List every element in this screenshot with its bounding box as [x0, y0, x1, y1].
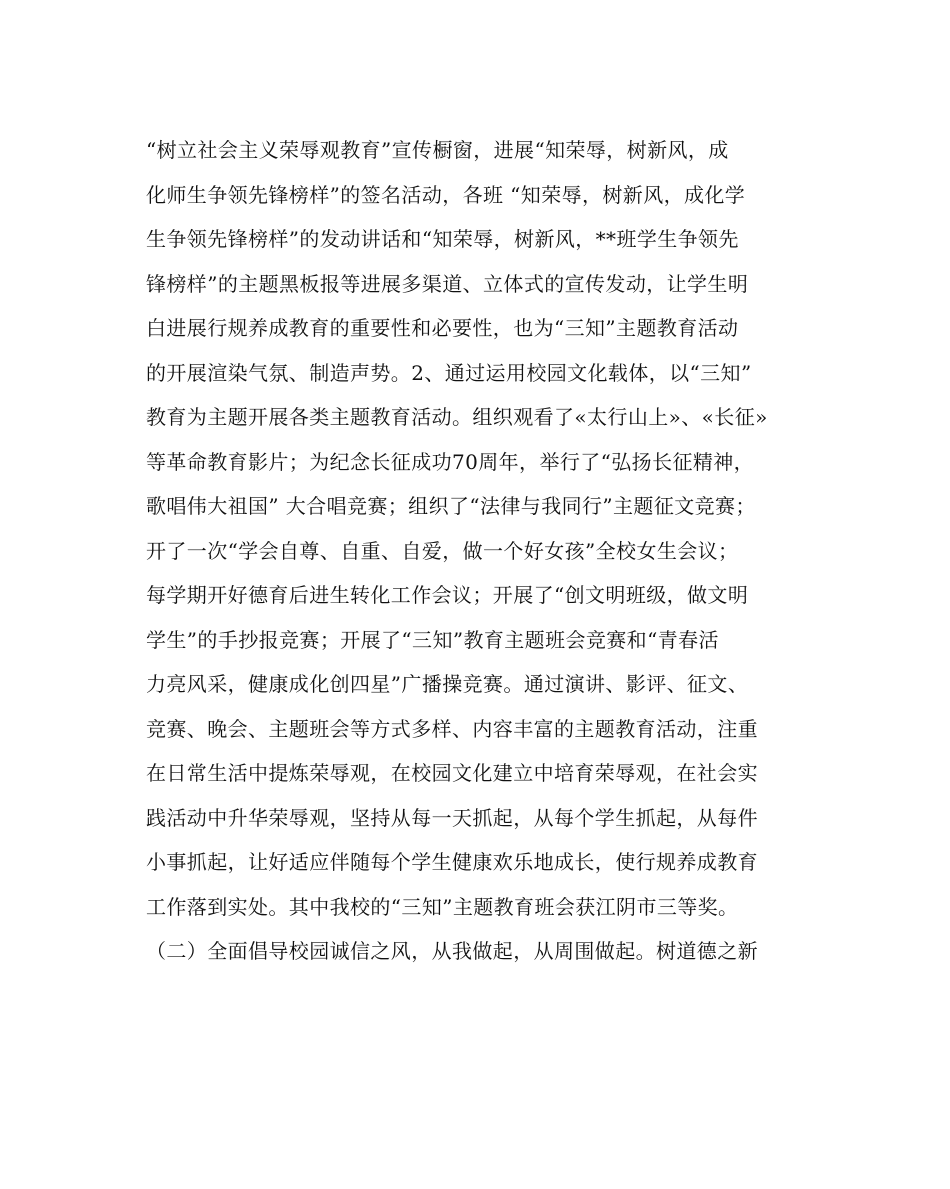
text-line: 开了一次“学会自尊、自重、自爱，做一个好女孩”全校女生会议； [146, 538, 739, 563]
text-line: 小事抓起，让好适应伴随每个学生健康欢乐地成长，使行规养成教育 [146, 850, 758, 874]
text-line: “树立社会主义荣辱观教育”宣传橱窗，进展“知荣辱，树新风，成 [146, 138, 729, 162]
text-line: 工作落到实处。其中我校的“三知”主题教育班会获江阴市三等奖。 [146, 894, 739, 919]
text-line: 的开展渲染气氛、制造声势。2、通过运用校园文化载体，以“三知” [146, 360, 752, 385]
text-line: 每学期开好德育后进生转化工作会议；开展了“创文明班级，做文明 [146, 583, 749, 607]
text-line: 化师生争领先锋榜样”的签名活动，各班 “知荣辱，树新风，成化学 [146, 182, 746, 207]
text-line: 践活动中升华荣辱观，坚持从每一天抓起，从每个学生抓起，从每件 [146, 805, 758, 830]
text-line: 白进展行规养成教育的重要性和必要性，也为“三知”主题教育活动 [146, 316, 739, 340]
text-line: 等革命教育影片；为纪念长征成功70周年，举行了“弘扬长征精神， [146, 449, 755, 474]
body-text [146, 128, 826, 974]
text-line: 锋榜样”的主题黑板报等进展多渠道、立体式的宣传发动，让学生明 [146, 271, 749, 296]
text-line: 生争领先锋榜样”的发动讲话和“知荣辱，树新风，**班学生争领先 [146, 227, 739, 251]
section-heading-line: （二）全面倡导校园诚信之风，从我做起，从周围做起。树道德之新 [146, 939, 758, 963]
text-line: 在日常生活中提炼荣辱观，在校园文化建立中培育荣辱观，在社会实 [146, 761, 758, 785]
text-line: 学生”的手抄报竞赛；开展了“三知”教育主题班会竞赛和“青春活 [146, 627, 719, 652]
text-line: 竞赛、晚会、主题班会等方式多样、内容丰富的主题教育活动，注重 [146, 716, 758, 741]
text-line: 教育为主题开展各类主题教育活动。组织观看了«太行山上»、«长征» [146, 405, 768, 429]
text-line: 歌唱伟大祖国” 大合唱竞赛；组织了“法律与我同行”主题征文竞赛； [146, 494, 756, 518]
text-line: 力亮风采，健康成化创四星”广播操竞赛。通过演讲、影评、征文、 [146, 672, 749, 696]
